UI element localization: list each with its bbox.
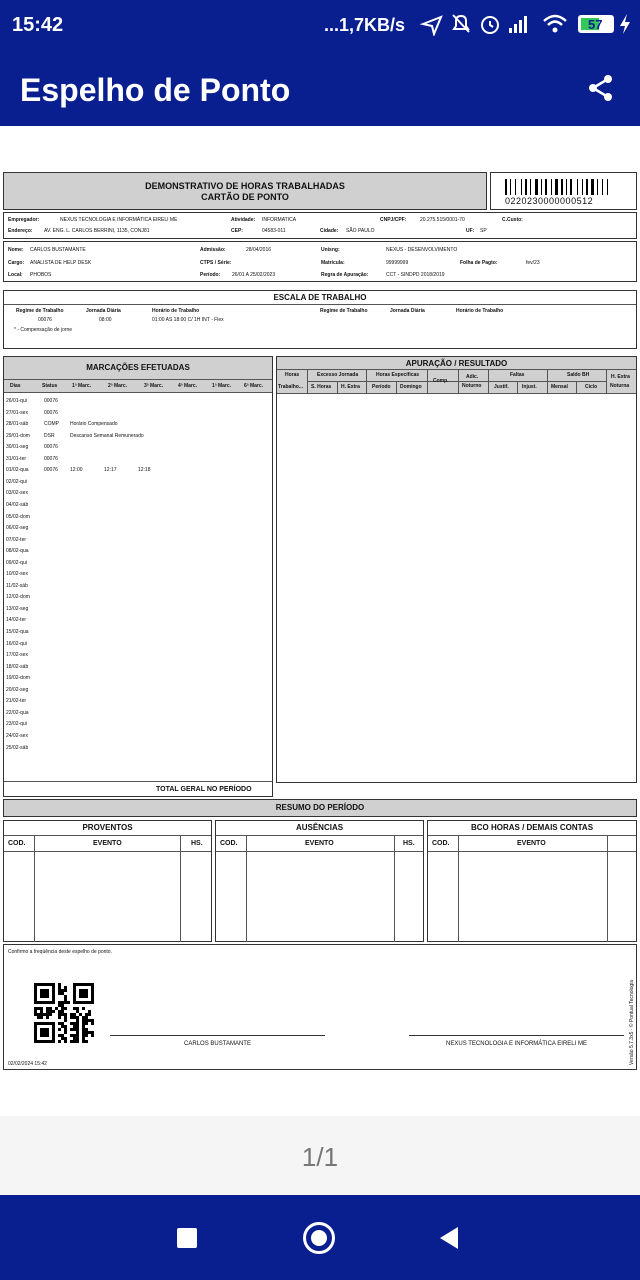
row-mark: 12:18 xyxy=(138,467,151,474)
home-button[interactable] xyxy=(303,1222,335,1254)
employer-box xyxy=(3,212,637,239)
city: SÃO PAULO xyxy=(346,228,375,234)
employee-box xyxy=(3,241,637,282)
status-bar xyxy=(0,0,640,50)
row-description: Horário Compensado xyxy=(70,421,118,428)
marcacoes-col-header: 3ª Marc. xyxy=(144,383,164,389)
schedule-horario: 01:00 AS 18:00 C/ 1H INT - Flex xyxy=(152,317,224,323)
row-day: 10/02-sex xyxy=(6,571,28,578)
row-day: 20/02-seg xyxy=(6,686,29,693)
col-header: HS. xyxy=(191,840,203,847)
col-header: Trabalho... xyxy=(278,384,304,390)
signature-employee: CARLOS BUSTAMANTE xyxy=(184,1041,251,1047)
doc-title-1: DEMONSTRATIVO DE HORAS TRABALHADAS xyxy=(145,181,345,191)
print-datetime: 02/02/2024 15:42 xyxy=(8,1061,47,1067)
rule: CCT - SINDPD 2018/2019 xyxy=(386,272,445,278)
uf: SP xyxy=(480,228,487,234)
row-status: 00076 xyxy=(44,409,58,416)
col-header: HS. xyxy=(403,840,415,847)
row-day: 07/02-ter xyxy=(6,536,27,543)
col-header: H. Extra xyxy=(341,384,360,390)
col-header: COD. xyxy=(432,840,450,847)
pager-bar xyxy=(0,1116,640,1195)
row-day: 14/02-ter xyxy=(6,617,27,624)
registration: 99999999 xyxy=(386,260,409,266)
col-header: Ciclo xyxy=(585,384,598,390)
col-header: EVENTO xyxy=(93,840,122,847)
schedule-regime: 00076 xyxy=(38,317,52,323)
qr-code-icon xyxy=(34,983,94,1043)
col-header: Mensal xyxy=(551,384,568,390)
row-day: 11/02-sáb xyxy=(6,582,28,589)
col-header: H. Extra xyxy=(611,374,630,380)
col-header: Adic. xyxy=(466,374,479,380)
col-header: Regime de Trabalho xyxy=(320,308,368,314)
label: Nome: xyxy=(8,247,24,253)
col-header: Período xyxy=(372,384,391,390)
row-day: 31/01-ter xyxy=(6,455,27,462)
period: 26/01 A 25/02/2023 xyxy=(232,272,276,278)
row-day: 06/02-seg xyxy=(6,525,29,532)
label: Período: xyxy=(200,272,221,278)
row-day: 02/02-qui xyxy=(6,478,27,485)
signature-box xyxy=(3,944,637,1070)
marcacoes-col-header: 2ª Marc. xyxy=(108,383,128,389)
row-day: 16/02-qui xyxy=(6,640,27,647)
employee-name: CARLOS BUSTAMANTE xyxy=(30,247,86,253)
network-speed: ...1,7KB/s xyxy=(324,15,406,35)
row-day: 30/01-seg xyxy=(6,444,29,451)
col-header: Justif. xyxy=(494,384,509,390)
page-title: Espelho de Ponto xyxy=(20,72,291,108)
col-header: Regime de Trabalho xyxy=(16,308,64,314)
bco-title: BCO HORAS / DEMAIS CONTAS xyxy=(470,823,594,832)
label: C.Custo: xyxy=(502,217,523,223)
back-button[interactable] xyxy=(438,1225,460,1251)
label: Empregador: xyxy=(8,217,40,223)
ausencias-title: AUSÊNCIAS xyxy=(295,823,344,832)
navigation-bar xyxy=(0,1195,640,1280)
job-title: ANALISTA DE HELP DESK xyxy=(30,260,92,266)
activity: INFORMATICA xyxy=(262,217,297,223)
label: Atividade: xyxy=(231,217,256,223)
col-header: Noturna xyxy=(610,383,630,389)
label: Local: xyxy=(8,272,23,278)
signature-employer: NEXUS TECNOLOGIA E INFORMÁTICA EIRELI ME xyxy=(446,1041,587,1047)
marcacoes-title: MARCAÇÕES EFETUADAS xyxy=(86,363,190,372)
marcacoes-col-header: 4ª Marc. xyxy=(178,383,198,389)
admission-date: 28/04/2016 xyxy=(246,247,272,253)
doc-title-2: CARTÃO DE PONTO xyxy=(201,192,289,202)
alarm-icon xyxy=(478,12,502,36)
row-day: 05/02-dom xyxy=(6,513,30,520)
battery-level: 57 xyxy=(588,17,603,32)
row-day: 27/01-sex xyxy=(6,409,28,416)
col-header: Domingo xyxy=(400,384,422,390)
row-day: 12/02-dom xyxy=(6,594,30,601)
row-day: 17/02-sex xyxy=(6,652,28,659)
label: CNPJ/CPF: xyxy=(380,217,407,223)
col-header: Comp. xyxy=(433,378,449,384)
marcacoes-col-header: Dias xyxy=(10,383,21,389)
barcode-box xyxy=(490,172,637,210)
payroll: fev/23 xyxy=(526,260,540,266)
row-status: 00076 xyxy=(44,455,58,462)
marcacoes-col-header: 6ª Marc. xyxy=(244,383,264,389)
location-arrow-icon xyxy=(420,14,444,36)
schedule-title: ESCALA DE TRABALHO xyxy=(273,293,367,302)
ausencias-box xyxy=(215,820,424,942)
apuracao-title: APURAÇÃO / RESULTADO xyxy=(405,359,508,368)
label: Regra de Apuração: xyxy=(321,272,369,278)
col-header: Injust. xyxy=(522,384,537,390)
recents-button[interactable] xyxy=(177,1228,197,1248)
label: Endereço: xyxy=(8,228,33,234)
marcacoes-col-header: 1ª Marc. xyxy=(212,383,232,389)
row-description: Descanso Semanal Remunerado xyxy=(70,432,144,439)
battery-icon xyxy=(578,15,614,33)
col-header: Excesso Jornada xyxy=(317,372,359,378)
row-day: 18/02-sáb xyxy=(6,663,29,670)
barcode-number: 0220230000000512 xyxy=(505,196,594,206)
version-note: Versão 5.7.3x5 · © Pontual Tecnologia xyxy=(629,979,635,1065)
row-mark: 12:17 xyxy=(104,467,117,474)
col-header: Horas xyxy=(285,372,300,378)
col-header: Saldo BH xyxy=(567,372,590,378)
row-mark: 12:00 xyxy=(70,467,83,474)
charging-icon xyxy=(618,13,632,35)
row-status: COMP xyxy=(44,421,59,428)
confirm-text: Confirmo a freqüência deste espelho de ponto. xyxy=(8,949,112,955)
row-day: 24/02-sex xyxy=(6,732,28,739)
row-day: 26/01-qui xyxy=(6,398,27,404)
col-header: EVENTO xyxy=(305,840,334,847)
marcacoes-col-header: Status xyxy=(42,383,58,389)
col-header: Noturno xyxy=(462,383,482,389)
bell-muted-icon xyxy=(450,12,472,36)
signal-icon xyxy=(508,14,532,34)
col-header: COD. xyxy=(8,840,26,847)
proventos-box xyxy=(3,820,212,942)
col-header: Jornada Diária xyxy=(86,308,121,314)
proventos-title: PROVENTOS xyxy=(82,823,133,832)
label: Unisng: xyxy=(321,247,340,253)
row-day: 03/02-sex xyxy=(6,490,28,497)
row-status: DSR xyxy=(44,432,55,439)
row-day: 22/02-qua xyxy=(6,709,29,716)
label: Matrícula: xyxy=(321,260,345,266)
row-day: 15/02-qua xyxy=(6,629,29,635)
marcacoes-col-header: 1ª Marc. xyxy=(72,383,92,389)
row-day: 19/02-dom xyxy=(6,675,30,682)
row-day: 29/01-dom xyxy=(6,432,30,439)
col-header: Jornada Diária xyxy=(390,308,425,314)
total-label: TOTAL GERAL NO PERÍODO xyxy=(156,786,252,793)
employer-name: NEXUS TECNOLOGIA E INFORMÁTICA EIRELI ME xyxy=(60,217,178,223)
col-header: Horas Específicas xyxy=(376,372,420,378)
row-day: 13/02-seg xyxy=(6,605,29,612)
label: CTPS / Série: xyxy=(200,260,232,266)
col-header: Faltas xyxy=(510,372,525,378)
resumo-title-box xyxy=(3,799,637,817)
row-status: 00076 xyxy=(44,444,58,451)
share-icon[interactable] xyxy=(588,74,614,102)
wifi-icon xyxy=(542,13,568,35)
status-time: 15:42 xyxy=(12,14,64,36)
label: CEP: xyxy=(231,228,243,234)
schedule-jornada: 08:00 xyxy=(99,317,112,323)
location: PHOBOS xyxy=(30,272,52,278)
resumo-title: RESUMO DO PERÍODO xyxy=(275,803,365,812)
doc-title-box xyxy=(3,172,487,210)
row-day: 04/02-sáb xyxy=(6,501,29,508)
schedule-box xyxy=(3,290,637,349)
cnpj: 20.275.515/0001-70 xyxy=(420,217,465,223)
row-day: 21/02-ter xyxy=(6,698,27,705)
bco-horas-box xyxy=(427,820,637,942)
row-day: 23/02-qui xyxy=(6,721,27,728)
page-indicator: 1/1 xyxy=(301,1142,339,1172)
unit: NEXUS - DESENVOLVIMENTO xyxy=(386,247,458,253)
col-header: S. Horas xyxy=(311,384,332,390)
col-header: Horário de Trabalho xyxy=(152,308,200,314)
col-header: EVENTO xyxy=(517,840,546,847)
row-day: 08/02-qua xyxy=(6,548,29,555)
pdf-page xyxy=(0,126,640,1116)
col-header: COD. xyxy=(220,840,238,847)
row-day: 25/02-sáb xyxy=(6,744,29,751)
cep: 04583-011 xyxy=(262,228,286,234)
row-day: 28/01-sáb xyxy=(6,421,29,428)
row-status: 00076 xyxy=(44,398,58,404)
label: Admissão: xyxy=(200,247,226,253)
schedule-note: * - Compensação de jorne xyxy=(14,327,73,333)
label: Folha de Pagto: xyxy=(460,260,498,266)
app-bar xyxy=(0,50,640,126)
col-header: Horário de Trabalho xyxy=(456,308,504,314)
row-day: 09/02-qui xyxy=(6,559,27,566)
label: Cargo: xyxy=(8,260,25,266)
barcode-icon xyxy=(505,179,623,195)
label: UF: xyxy=(466,228,475,234)
marcacoes-box xyxy=(3,356,273,797)
row-status: 00076 xyxy=(44,467,58,474)
apuracao-box xyxy=(276,356,637,783)
label: Cidade: xyxy=(320,228,339,234)
address: AV. ENG. L. CARLOS BERRINI, 1135, CONJ81 xyxy=(44,228,150,234)
row-day: 01/02-qua xyxy=(6,467,29,474)
